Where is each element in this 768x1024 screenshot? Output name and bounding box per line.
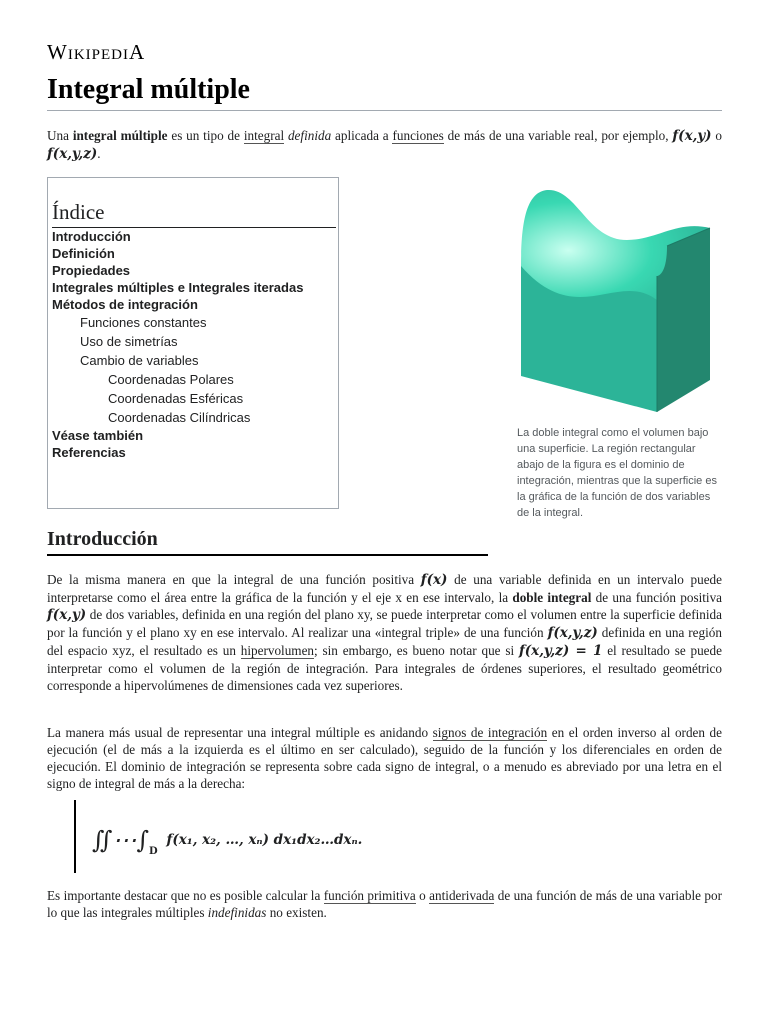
- text: aplicada a: [331, 128, 393, 143]
- logo-letter: A: [128, 40, 146, 64]
- math-fxyz-equals-1: f(x,y,z) = 1: [518, 643, 603, 659]
- intro-paragraph-2: [47, 724, 722, 792]
- section-heading-introduccion: Introducción: [47, 528, 488, 556]
- page-title: Integral múltiple: [47, 74, 722, 111]
- text: de dos variables, definida en una región del plano xy, se puede interpretar como el volumen entre la superficie definida por la función y el plano xy en ese intervalo. Al realizar una «integral triple» de una función: [47, 607, 722, 640]
- bold-term: doble integral: [512, 590, 592, 605]
- math-fx: f(x): [420, 572, 448, 588]
- toc-item[interactable]: Coordenadas Cilíndricas: [108, 410, 251, 425]
- text: o: [711, 128, 722, 143]
- toc-item[interactable]: Integrales múltiples e Integrales iteradas: [52, 280, 304, 295]
- toc-title: Índice: [52, 200, 336, 228]
- text: definida en una región del espacio xyz, el resultado es un: [47, 625, 722, 658]
- text: de más de una variable real, por ejemplo,: [443, 128, 673, 143]
- lead-paragraph: [47, 127, 722, 163]
- italic-term: indefinidas: [207, 905, 267, 920]
- toc-item[interactable]: Uso de simetrías: [80, 334, 178, 349]
- multiple-integral-formula: [74, 800, 376, 873]
- math-fxyz: f(x,y,z): [47, 146, 98, 162]
- text: o: [415, 888, 430, 903]
- wikipedia-logo[interactable]: [47, 40, 145, 65]
- integral-signs: ∬⋯∫: [92, 826, 149, 854]
- text: de una función de más de una variable por lo que las integrales múltiples: [47, 888, 722, 920]
- toc-item[interactable]: Propiedades: [52, 263, 131, 278]
- link-signos-de-integracion[interactable]: signos de integración: [432, 725, 548, 740]
- text: de una función positiva: [591, 590, 723, 605]
- toc-item[interactable]: Coordenadas Polares: [108, 372, 234, 387]
- intro-paragraph-3: [47, 887, 722, 921]
- toc-item[interactable]: Véase también: [52, 428, 144, 443]
- toc-item[interactable]: Coordenadas Esféricas: [108, 391, 244, 406]
- math-fxy: f(x,y): [672, 128, 712, 144]
- link-antiderivada[interactable]: antiderivada: [429, 888, 495, 903]
- figure-double-integral: [510, 180, 722, 521]
- logo-letters: IKIPEDI: [67, 47, 129, 63]
- logo-letter: W: [47, 40, 68, 64]
- link-integral[interactable]: integral: [243, 128, 285, 143]
- bold-term: integral múltiple: [72, 128, 168, 143]
- text: es un tipo de: [167, 128, 244, 143]
- toc-item[interactable]: Cambio de variables: [80, 353, 199, 368]
- toc-item[interactable]: Introducción: [52, 229, 131, 244]
- text: La manera más usual de representar una integral múltiple es anidando: [47, 725, 433, 740]
- text: no existen.: [266, 905, 327, 920]
- formula-expression: [92, 826, 362, 857]
- figure-caption: La doble integral como el volumen bajo una superficie. La región rectangular abajo de la figura es el dominio de integración, mientras que la superficie es la gráfica de la función de dos variables de la integral.: [517, 427, 717, 519]
- math-fxy: f(x,y): [47, 607, 87, 623]
- toc-item[interactable]: Definición: [52, 246, 115, 261]
- link-hipervolumen[interactable]: hipervolumen: [240, 643, 315, 658]
- text: De la misma manera en que la integral de una función positiva: [47, 572, 421, 587]
- link-funciones[interactable]: funciones: [392, 128, 444, 143]
- toc-item[interactable]: Funciones constantes: [80, 315, 207, 330]
- integral-domain: D: [148, 846, 158, 857]
- text: Es importante destacar que no es posible calcular la: [47, 888, 324, 903]
- toc-item[interactable]: Referencias: [52, 445, 126, 460]
- italic-term: definida: [287, 128, 332, 143]
- text: Una: [47, 128, 73, 143]
- toc-item[interactable]: Métodos de integración: [52, 297, 198, 312]
- text: ; sin embargo, es bueno notar que si: [314, 643, 519, 658]
- table-of-contents: [47, 177, 339, 509]
- intro-paragraph-1: [47, 571, 722, 694]
- text: el resultado se puede interpretar como el volumen de la región de integración. Para integrales de órdenes superiores, el resultado geométrico corresponde a hipervolúmenes de dimensiones cada vez superiores.: [47, 643, 722, 693]
- math-fxyz: f(x,y,z): [547, 625, 598, 641]
- link-funcion-primitiva[interactable]: función primitiva: [323, 888, 416, 903]
- text: .: [97, 146, 101, 161]
- double-integral-surface-image[interactable]: [517, 180, 717, 415]
- text: en el orden inverso al orden de ejecución (el de más a la izquierda es el último en ser calculado), seguido de la función y los diferenciales en orden de ejecución. El dominio de integración se representa sobre cada signo de integral, o a menudo es abreviado por una letra en el signo de integral de más a la derecha:: [47, 725, 722, 791]
- text: de una variable definida en un intervalo puede interpretarse como el área entre la gráfica de la función y el eje x en ese intervalo, la: [47, 572, 722, 605]
- integrand: f(x₁, x₂, …, xₙ) dx₁dx₂…dxₙ.: [166, 832, 363, 848]
- toc-list: [52, 228, 334, 461]
